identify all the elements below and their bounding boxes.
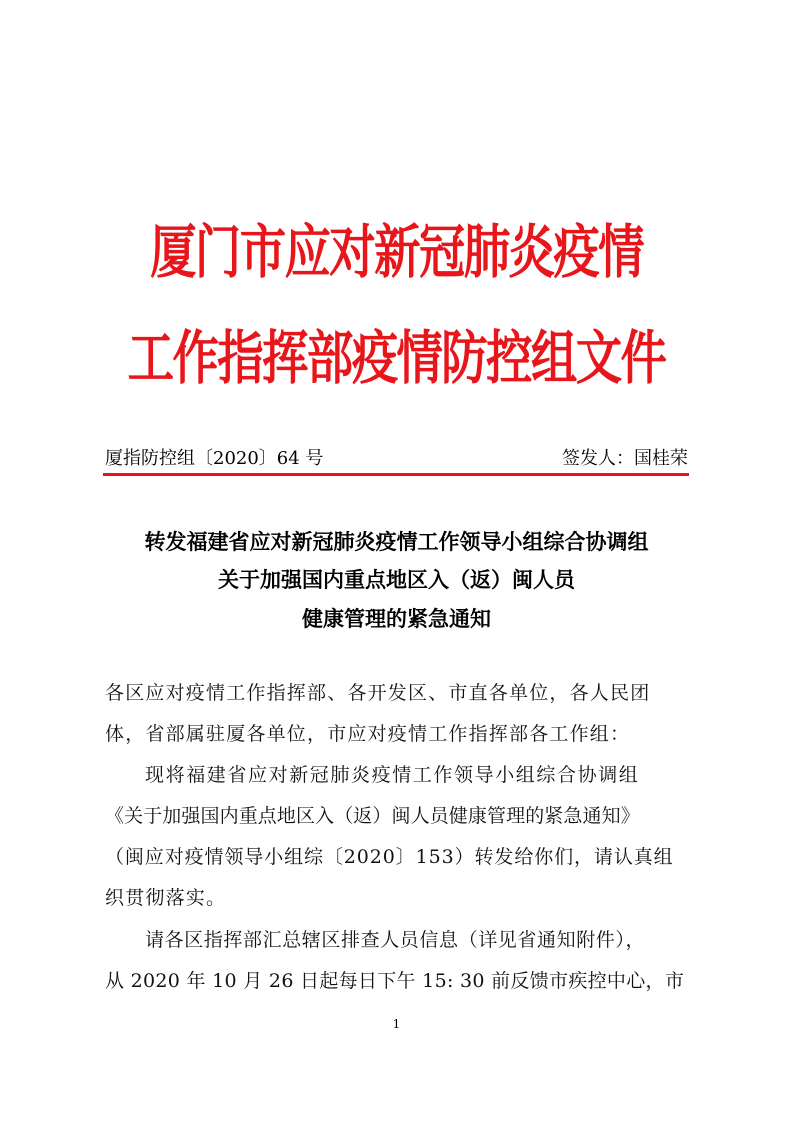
body-line: 请各区指挥部汇总辖区排查人员信息（详见省通知附件）， <box>145 929 646 951</box>
signer: 签发人：国桂荣 <box>562 448 688 469</box>
red-divider <box>103 473 689 476</box>
body-line: 织贯彻落实。 <box>105 887 227 909</box>
body-line: 体，省部属驻厦各单位，市应对疫情工作指挥部各工作组： <box>105 723 631 745</box>
title-line-2: 关于加强国内重点地区入（返）闽人员 <box>218 568 575 592</box>
body-line: 各区应对疫情工作指挥部、各开发区、市直各单位，各人民团 <box>105 682 651 704</box>
masthead-line-1: 厦门市应对新冠肺炎疫情 <box>150 218 643 286</box>
document-number: 厦指防控组〔2020〕64 号 <box>105 448 324 469</box>
body-line: 《关于加强国内重点地区入（返）闽人员健康管理的紧急通知》 <box>105 805 640 827</box>
title-line-1: 转发福建省应对新冠肺炎疫情工作领导小组综合协调组 <box>144 530 649 554</box>
title-line-3: 健康管理的紧急通知 <box>302 607 491 631</box>
masthead-line-2: 工作指挥部疫情防控组文件 <box>127 324 666 392</box>
page-number: 1 <box>392 1017 401 1031</box>
body-line: 现将福建省应对新冠肺炎疫情工作领导小组综合协调组 <box>145 764 640 786</box>
body-line: （闽应对疫情领导小组综〔2020〕153）转发给你们，请认真组 <box>105 846 674 868</box>
body-line: 从 2020 年 10 月 26 日起每日下午 15: 30 前反馈市疾控中心，市 <box>105 970 685 992</box>
